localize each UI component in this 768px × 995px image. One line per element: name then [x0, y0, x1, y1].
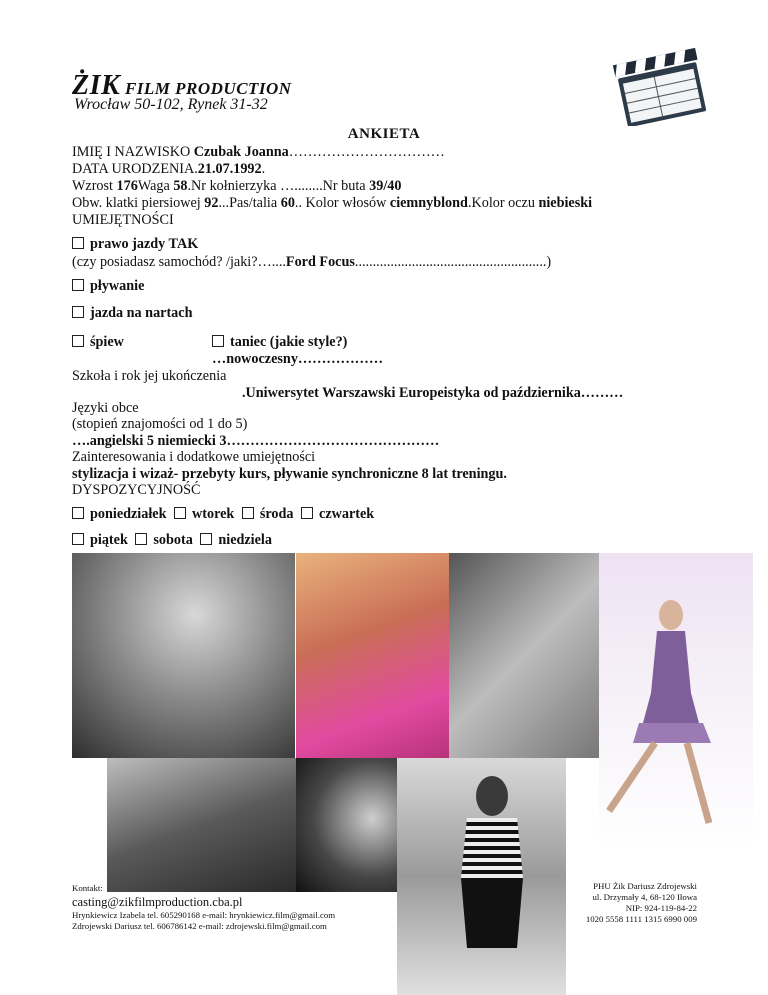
car-question-post: ......................................................)	[354, 254, 552, 270]
height-value: 176	[116, 178, 138, 194]
name-line	[72, 144, 445, 161]
collar-label: .Nr kołnierzyka	[187, 178, 281, 194]
day-saturday: sobota	[153, 532, 193, 548]
day-thursday: czwartek	[319, 506, 375, 522]
company-block	[558, 881, 697, 925]
checkbox-icon[interactable]	[301, 507, 313, 519]
birth-label: DATA URODZENIA.	[72, 161, 198, 177]
birth-end: .	[261, 161, 266, 177]
form-title: ANKIETA	[347, 126, 421, 142]
license-item	[72, 236, 198, 253]
checkbox-icon[interactable]	[72, 306, 84, 318]
checkbox-icon[interactable]	[212, 335, 224, 347]
languages-scale: (stopień znajomości od 1 do 5)	[72, 416, 248, 432]
name-label: IMIĘ I NAZWISKO	[72, 144, 194, 160]
languages-label: Języki obce	[72, 400, 139, 416]
company-address: Wrocław 50-102, Rynek 31-32	[74, 96, 268, 113]
clapperboard-icon	[612, 44, 708, 126]
collar-dots: …........	[280, 178, 323, 194]
measurements-line	[72, 178, 401, 195]
checkbox-icon[interactable]	[72, 279, 84, 291]
interests-value: stylizacja i wizaż- przebyty kurs, pływanie synchroniczne 8 lat treningu.	[72, 466, 507, 482]
skiing-item	[72, 305, 192, 322]
checkbox-icon[interactable]	[72, 237, 84, 249]
hair-value: ciemnyblond	[389, 195, 468, 211]
portrait-photo-3	[449, 553, 599, 758]
model-silhouette-icon	[397, 758, 566, 995]
height-label: Wzrost	[72, 178, 117, 194]
swimming-label: pływanie	[90, 278, 145, 294]
weight-label: Waga	[137, 178, 174, 194]
checkbox-icon[interactable]	[174, 507, 186, 519]
day-wednesday: środa	[259, 506, 294, 522]
skills-heading: UMIEJĘTNOŚCI	[72, 212, 174, 228]
contact-person-2: Zdrojewski Dariusz tel. 606786142 e-mail: zdrojewski.film@gmail.com	[72, 921, 327, 931]
dance-label: taniec (jakie style?)	[230, 334, 348, 350]
car-line	[72, 254, 551, 271]
singing-label: śpiew	[90, 334, 124, 350]
portrait-photo-1	[72, 553, 295, 758]
singing-item	[72, 334, 124, 351]
waist-label: ...Pas/talia	[218, 195, 281, 211]
checkbox-icon[interactable]	[72, 533, 84, 545]
chest-value: 92	[204, 195, 219, 211]
swimming-item	[72, 278, 144, 295]
car-question-pre: (czy posiadasz samochód? /jaki?…....	[72, 254, 286, 270]
shoe-label: Nr buta	[322, 178, 370, 194]
eyes-label: .Kolor oczu	[467, 195, 539, 211]
contact-email[interactable]: casting@zikfilmproduction.cba.pl	[72, 895, 243, 909]
day-tuesday: wtorek	[192, 506, 235, 522]
contact-label: Kontakt:	[72, 883, 103, 893]
languages-value: ….angielski 5 niemiecki 3………………………………………	[72, 433, 440, 449]
body-line	[72, 195, 592, 212]
checkbox-icon[interactable]	[72, 507, 84, 519]
checkbox-icon[interactable]	[72, 335, 84, 347]
name-value: Czubak Joanna	[193, 144, 289, 160]
license-label: prawo jazdy TAK	[90, 236, 199, 252]
eyes-value: niebieski	[538, 195, 593, 211]
days-row-1	[72, 506, 374, 523]
logo-mark: ŻIK	[72, 70, 121, 101]
car-value: Ford Focus	[285, 254, 355, 270]
waist-value: 60	[280, 195, 295, 211]
contact-person-1: Hrynkiewicz Izabela tel. 605290168 e-mail: hrynkiewicz.film@gmail.com	[72, 910, 336, 920]
birth-value: 21.07.1992	[197, 161, 262, 177]
company-account: 1020 5558 1111 1315 6990 009	[585, 914, 697, 924]
dance-value: …nowoczesny………………	[212, 351, 384, 367]
day-monday: poniedziałek	[90, 506, 167, 522]
day-friday: piątek	[90, 532, 128, 548]
portrait-photo-5	[107, 758, 296, 892]
school-value: .Uniwersytet Warszawski Europeistyka od października………	[242, 385, 624, 401]
interests-label: Zainteresowania i dodatkowe umiejętności	[72, 449, 316, 465]
logo-text: FILM PRODUCTION	[120, 79, 292, 98]
checkbox-icon[interactable]	[135, 533, 147, 545]
school-label: Szkoła i rok jej ukończenia	[72, 368, 227, 384]
name-dots: ……………………………	[288, 144, 445, 160]
company-name: PHU Żik Dariusz Zdrojewski	[593, 881, 697, 891]
company-address-line: ul. Drzymały 4, 68-120 Iłowa	[592, 892, 697, 902]
model-silhouette-icon	[599, 553, 753, 853]
checkbox-icon[interactable]	[242, 507, 254, 519]
portrait-photo-4	[599, 553, 753, 853]
dance-item	[212, 334, 347, 351]
company-nip: NIP: 924-119-84-22	[625, 903, 697, 913]
chest-label: Obw. klatki piersiowej	[72, 195, 205, 211]
hair-label: .. Kolor włosów	[294, 195, 390, 211]
availability-heading: DYSPOZYCYJNOŚĆ	[72, 482, 201, 498]
days-row-2	[72, 532, 272, 549]
portrait-photo-7	[397, 758, 566, 995]
shoe-value: 39/40	[369, 178, 402, 194]
contact-block	[72, 883, 335, 932]
birth-line	[72, 161, 265, 178]
checkbox-icon[interactable]	[200, 533, 212, 545]
portrait-photo-2	[296, 553, 449, 758]
weight-value: 58	[173, 178, 188, 194]
skiing-label: jazda na nartach	[90, 305, 193, 321]
day-sunday: niedziela	[218, 532, 272, 548]
